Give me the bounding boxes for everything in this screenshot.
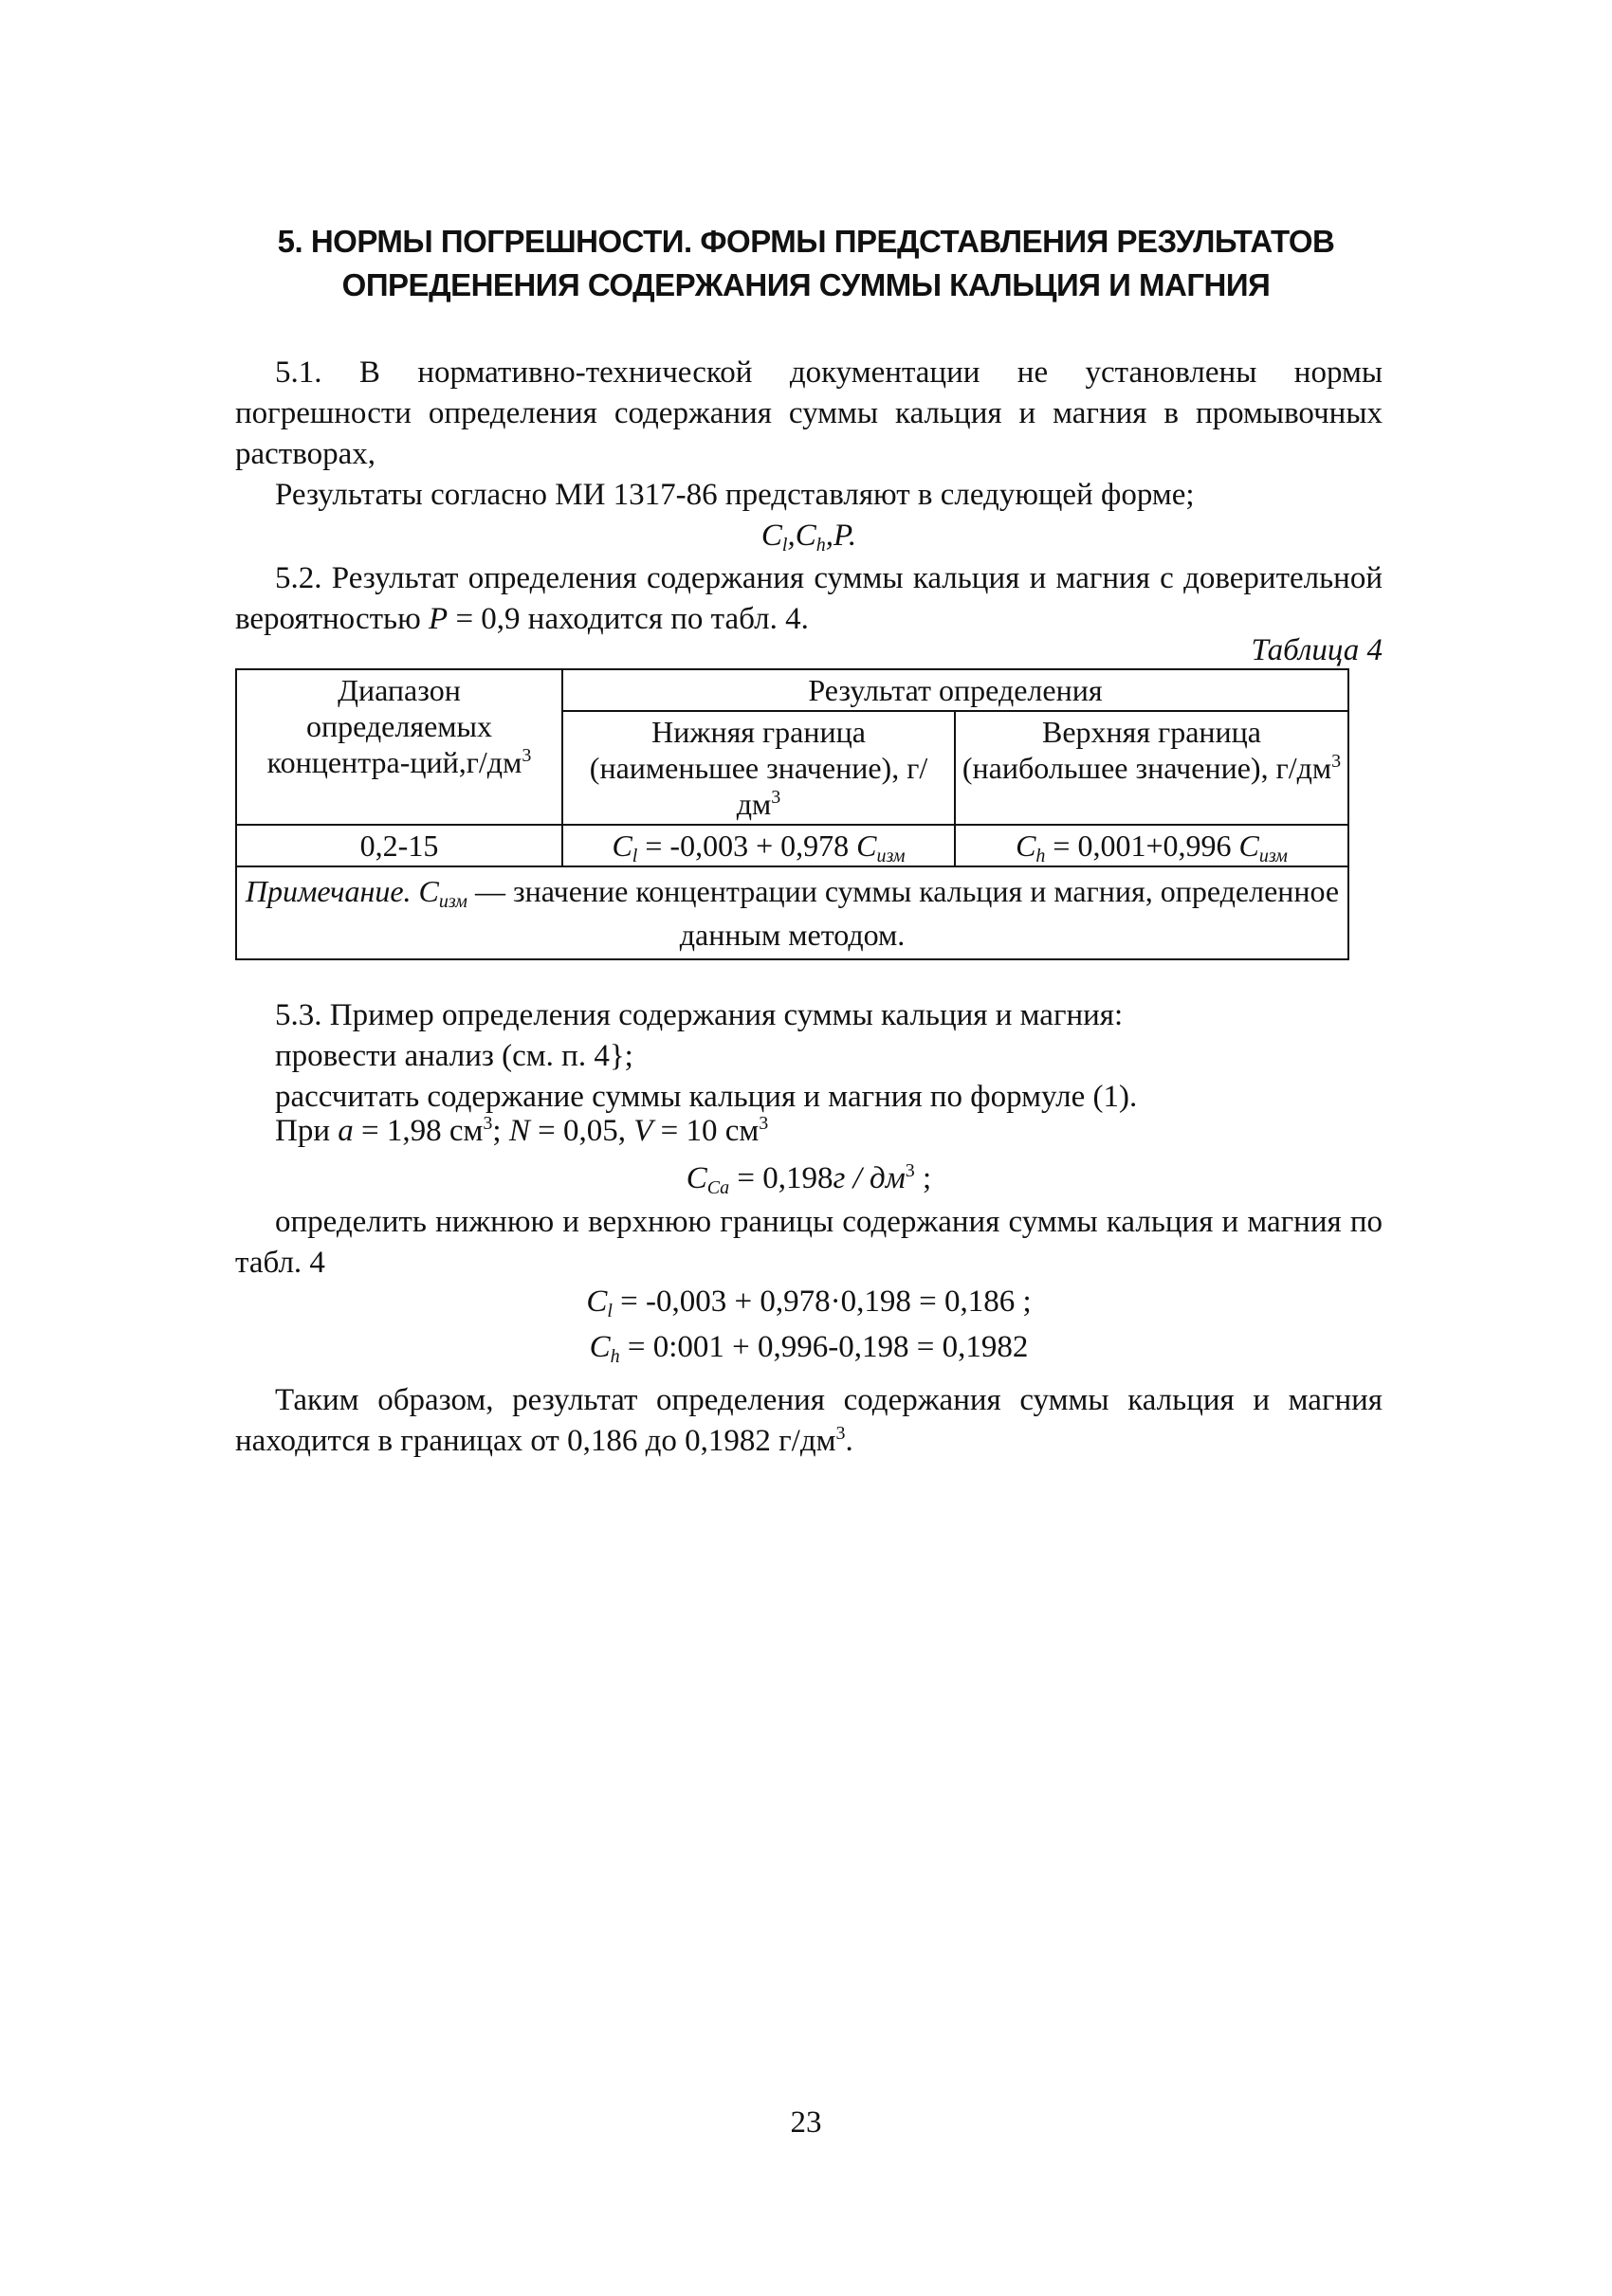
- paragraph-5-3-line-2: провести анализ (см. п. 4};: [275, 1039, 633, 1073]
- conclusion: Таким образом, результат определения содержания суммы кальция и магния находится в границах от 0,186 до 0,1982 $г/дм^3$.: [235, 1383, 1383, 1458]
- lower-bound-formula: $C_l = -0,003 + 0,978$ $C_{изм}$: [562, 825, 955, 866]
- table-caption: Таблица 4: [1251, 633, 1383, 667]
- table-note: Примечание. $C_{изм}$ — значение концентрации суммы кальция и магния, определенное данным методом.: [236, 866, 1348, 959]
- upper-bound-header: Верхняя граница (наибольшее значение), $г/дм^3$: [955, 711, 1348, 825]
- paragraph-5-1: 5.1. В нормативно-технической документации не установлены нормы погрешности определения содержания суммы кальция и магния в промывочных растворах,: [235, 355, 1383, 471]
- results-form-line: Результаты согласно МИ 1317-86 представляют в следующей форме;: [275, 478, 1195, 512]
- range-header: Диапазон определяемых концентра-$ций,г/дм^3$: [236, 669, 562, 825]
- range-value: 0,2-15: [236, 825, 562, 866]
- section-title: [190, 220, 1422, 307]
- table-4: [235, 668, 1349, 960]
- section-title-line-2: ОПРЕДЕНЕНИЯ СОДЕРЖАНИЯ СУММЫ КАЛЬЦИЯ И МАГНИЯ: [341, 267, 1271, 302]
- ca-formula: $C_{Ca} = 0,198г / дм^3$ ;: [686, 1160, 932, 1198]
- paragraph-5-3-line-4: При a = 1,98 $см^3$; N = 0,05, V = 10 $см^3$: [275, 1113, 769, 1148]
- paragraph-5-3-line-5: определить нижнюю и верхнюю границы содержания суммы кальция и магния по табл. 4: [235, 1205, 1383, 1280]
- calc-upper: $C_h$ = 0:001 + 0,996-0,198 = 0,1982: [589, 1330, 1029, 1367]
- result-header: Результат определения: [562, 669, 1348, 711]
- paragraph-5-2: 5.2. Результат определения содержания суммы кальция и магния с доверительной вероятностью P = 0,9 находится по табл. 4.: [235, 561, 1383, 636]
- paragraph-5-3-line-1: 5.3. Пример определения содержания суммы кальция и магния:: [275, 998, 1124, 1032]
- results-form-formula: $C_l,C_h,P$.: [760, 519, 857, 556]
- section-title-line-1: 5. НОРМЫ ПОГРЕШНОСТИ. ФОРМЫ ПРЕДСТАВЛЕНИЯ РЕЗУЛЬТАТОВ: [277, 224, 1335, 259]
- lower-bound-header: Нижняя граница (наименьшее значение), $г/дм^3$: [562, 711, 955, 825]
- paragraph-5-3-line-3: рассчитать содержание суммы кальция и магния по формуле (1).: [275, 1080, 1138, 1114]
- upper-bound-formula: $C_h = 0,001+0,996$ $C_{изм}$: [955, 825, 1348, 866]
- calc-lower: $C_l = -0,003 + 0,978\cdot 0,198 = 0,186$ ;: [586, 1285, 1032, 1321]
- page-number: 23: [790, 2105, 822, 2140]
